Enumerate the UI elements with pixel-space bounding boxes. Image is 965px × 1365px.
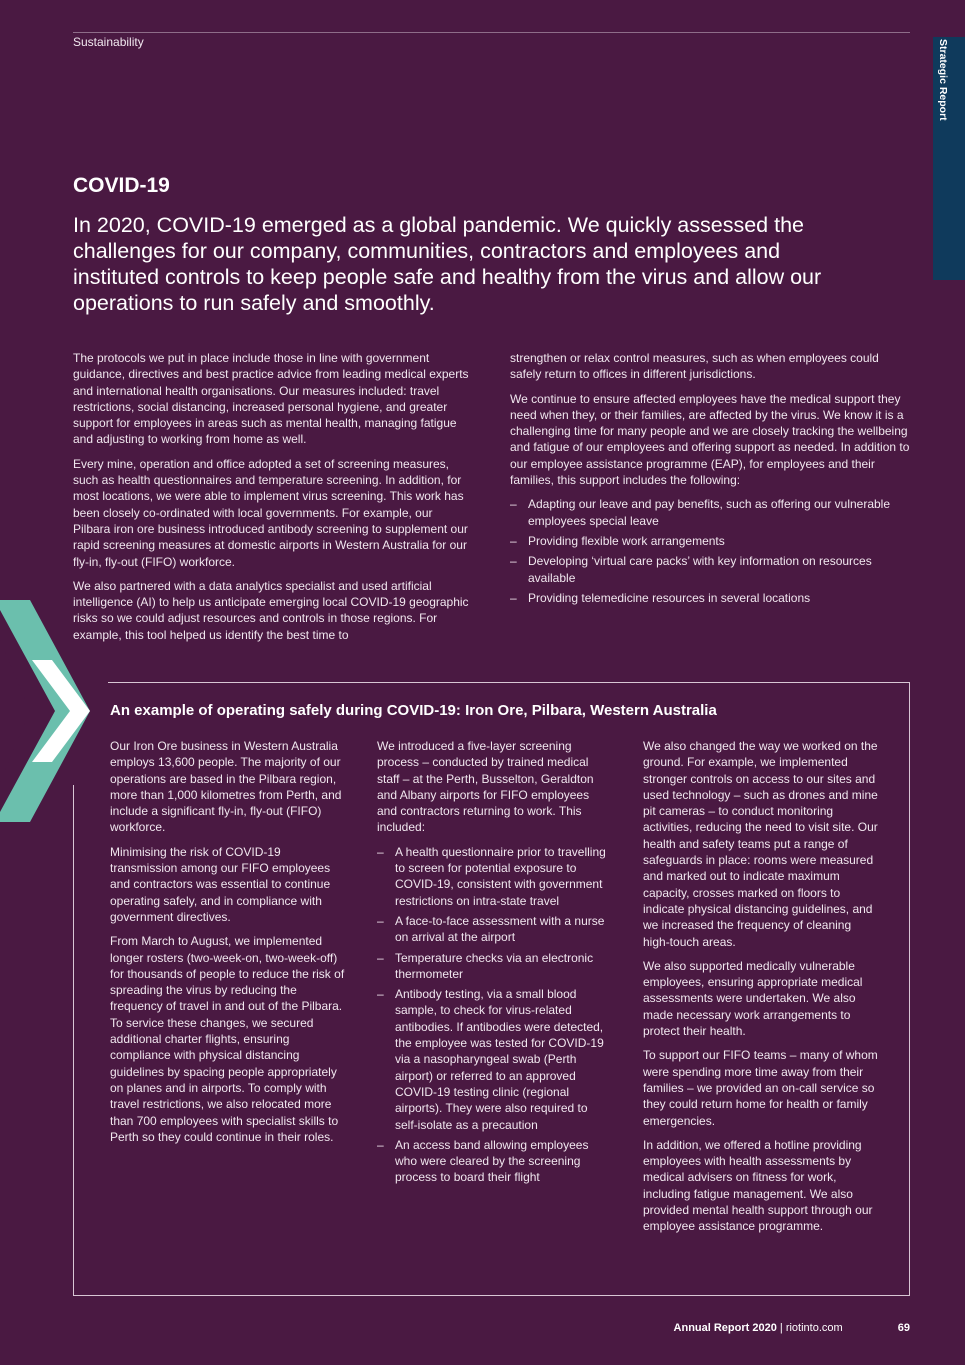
case-paragraph: We introduced a five-layer screening process – conducted by trained medical staff – at the Perth, Busselton, Geraldton and Albany airports for FIFO employees and contractors returning to work. This included: <box>377 739 594 835</box>
footer-report-title: Annual Report 2020 <box>673 1322 777 1334</box>
case-box-bottom-border <box>73 1295 910 1296</box>
case-paragraph: To support our FIFO teams – many of whom were spending more time away from their families – we provided an on-call service so they could return home for health or family emergencies. <box>643 1048 878 1128</box>
list-item: – Antibody testing, via a small blood sample, to check for virus-related antibodies. If antibodies were detected, the employee was tested for COVID-19 via a nasopharyngeal swab (Perth airport) or referred to an approved COVID-19 testing clinic (regional airports). They were also required to self-isolate as a precaution <box>377 986 612 1133</box>
chevron-decoration-icon <box>0 600 100 822</box>
case-paragraph: Minimising the risk of COVID-19 transmission among our FIFO employees and contractors was essential to continue operating safely, and in compliance with government directives. <box>110 844 331 924</box>
case-paragraph: In addition, we offered a hotline providing employees with health assessments by medical advisers on fitness for work, including fatigue management. We also provided mental health support through our employee assistance programme. <box>643 1137 873 1234</box>
case-paragraph: We also supported medically vulnerable employees, ensuring appropriate medical assessments were undertaken. We also made necessary work arrangements to protect their health. <box>643 958 863 1039</box>
list-item: – A health questionnaire prior to travelling to screen for potential exposure to COVID-19, consistent with government restrictions on intra-state travel <box>377 844 612 909</box>
case-box-right-border <box>909 682 910 1296</box>
lead-paragraph: In 2020, COVID-19 emerged as a global pandemic. We quickly assessed the challenges for our company, communities, contractors and employees and instituted controls to keep people safe and healthy from the virus and allow our operations to run safely and smoothly. <box>73 213 822 315</box>
case-column-3 <box>643 738 878 1243</box>
right-paragraph-2: We continue to ensure affected employees have the medical support they need when they, or their families, are affected by the virus. We know it is a challenging time for many people and we are closely tracking the wellbeing and fatigue of our employees and offering support as needed. In addition to our employee assistance programme (EAP), for employees and their families, this support includes the following: <box>510 391 910 488</box>
case-paragraph: Our Iron Ore business in Western Australia employs 13,600 people. The majority of our operations are based in the Pilbara region, more than 1,000 kilometres from Perth, and include a significant fly-in, fly-out (FIFO) workforce. <box>110 739 342 835</box>
side-tab-label: Strategic Report <box>937 39 949 121</box>
case-box-top-border <box>108 682 910 683</box>
case-paragraph: From March to August, we implemented longer rosters (two-week-on, two-week-off) for thousands of people to reduce the risk of spreading the virus by reducing the frequency of travel in and out of the Pilbara. To service these changes, we secured additional charter flights, ensuring compliance with physical distancing guidelines by spacing people appropriately on planes and in airports. To comply with travel restrictions, we also relocated more than 700 employees with specialist skills to Perth so they could continue in their roles. <box>110 934 345 1144</box>
case-box-left-border <box>73 785 74 1296</box>
page-title: COVID-19 <box>73 174 170 197</box>
right-paragraph-1: strengthen or relax control measures, such as when employees could safely return to offices in different jurisdictions. <box>510 351 879 382</box>
right-column <box>510 350 910 610</box>
left-paragraph-3: We also partnered with a data analytics specialist and used artificial intelligence (AI) to help us anticipate emerging local COVID-19 geographic risks so we could adjust resources and controls in those regions. For example, this tool helped us identify the best time to <box>73 578 469 642</box>
support-list <box>510 496 910 606</box>
footer-separator: | <box>776 1322 786 1334</box>
footer-site-link[interactable]: riotinto.com <box>785 1322 843 1334</box>
list-item: – Adapting our leave and pay benefits, such as offering our vulnerable employees special leave <box>510 496 910 529</box>
case-paragraph: We also changed the way we worked on the ground. For example, we implemented stronger controls on access to our sites and used technology – such as drones and mine pit cameras – to conduct monitoring activities, reducing the need to visit site. Our health and safety teams put a range of safeguards in place: rooms were measured and marked out to indicate maximum capacity, crosses marked on floors to indicate physical distancing guidelines, and we increased the frequency of cleaning high-touch areas. <box>643 739 878 949</box>
left-paragraph-1: The protocols we put in place include those in line with government guidance, directives and best practice advice from leading medical experts and international health organisations. Our measures included: travel restrictions, social distancing, increased personal hygiene, and greater support for employees in areas such as mental health, managing fatigue and adjusting to working from home as well. <box>73 351 469 447</box>
page-number: 69 <box>897 1322 910 1334</box>
list-item: – Temperature checks via an electronic thermometer <box>377 950 612 983</box>
screening-list <box>377 844 612 1186</box>
list-item: – Providing telemedicine resources in several locations <box>510 590 910 606</box>
list-item: – Providing flexible work arrangements <box>510 533 910 549</box>
header-rule <box>73 32 910 33</box>
section-label: Sustainability <box>73 35 144 49</box>
left-column <box>73 350 473 651</box>
case-column-2 <box>377 738 612 1190</box>
list-item: – Developing ‘virtual care packs’ with key information on resources available <box>510 553 910 586</box>
case-column-1 <box>110 738 345 1153</box>
list-item: – A face-to-face assessment with a nurse on arrival at the airport <box>377 913 612 946</box>
list-item: – An access band allowing employees who were cleared by the screening process to board their flight <box>377 1137 612 1186</box>
case-study-title: An example of operating safely during COVID-19: Iron Ore, Pilbara, Western Australia <box>110 702 717 719</box>
side-tab[interactable] <box>933 37 965 280</box>
footer <box>600 1322 910 1334</box>
left-paragraph-2: Every mine, operation and office adopted a set of screening measures, such as health questionnaires and temperature screening. In addition, for most locations, we were able to implement virus screening. This work has been closely co-ordinated with local governments. For example, our Pilbara iron ore business introduced antibody screening to supplement our rapid screening measures at domestic airports in Western Australia for our fly-in, fly-out (FIFO) workforce. <box>73 456 468 569</box>
